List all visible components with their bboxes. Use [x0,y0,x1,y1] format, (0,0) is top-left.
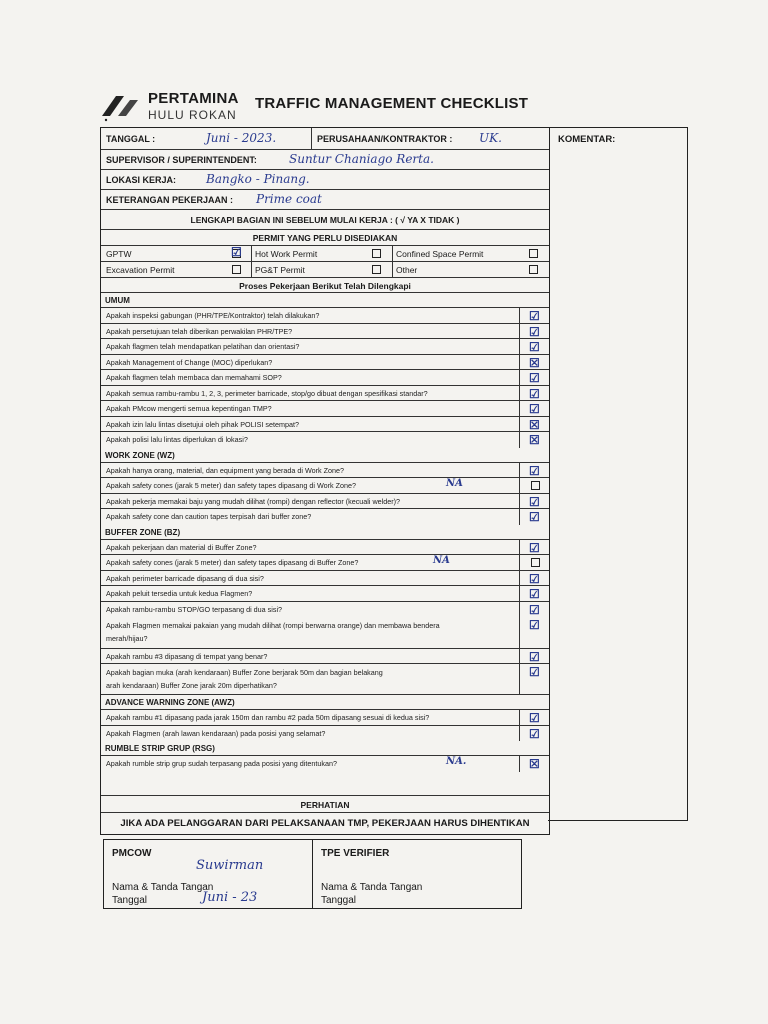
checklist-row [101,571,549,587]
section-awz-header [101,695,549,710]
empty-checkbox[interactable] [531,558,540,567]
question-text: Apakah semua rambu-rambu 1, 2, 3, perimeter barricade, stop/go dibuat dengan spesifikasi standar? [106,388,428,398]
pmcow-date: Juni - 23 [202,890,258,905]
question-text: Apakah rambu #1 dipasang pada jarak 150m dan rambu #2 pada 50m dipasang sesuai di kedua sisi? [106,713,430,722]
question-text: Apakah Management of Change (MOC) diperlukan? [106,357,273,367]
permit-confined-space-label: Confined Space Permit [396,249,484,259]
question-text: Apakah rambu-rambu STOP/GO terpasang di dua sisi? [106,604,283,614]
checklist-row [101,602,549,618]
section-rsg-header [101,741,549,756]
checklist-row [101,308,549,324]
checklist-row [101,617,549,649]
question-text: Apakah rumble strip grup sudah terpasang pada posisi yang ditentukan? [106,759,337,768]
permit-excavation-label: Excavation Permit [106,265,175,275]
checklist-row [101,649,549,664]
row-tanggal [101,128,549,150]
permit-pgt-checkbox[interactable] [372,265,381,274]
question-text: Apakah safety cones (jarak 5 meter) dan safety tapes dipasang di Work Zone? [106,481,356,490]
divider [519,571,520,586]
divider [519,339,520,354]
brand-name: PERTAMINA [148,90,239,107]
divider [519,355,520,370]
checklist-row [101,432,549,448]
checklist-row [101,586,549,602]
divider [519,555,520,570]
pmcow-signature: Suwirman [196,858,264,873]
na-note: NA. [446,756,467,767]
document-title: TRAFFIC MANAGEMENT CHECKLIST [255,95,529,112]
row-lokasi [101,170,549,190]
checklist-table [100,127,550,835]
permit-other-label: Other [396,265,418,275]
row-supervisor [101,150,549,170]
checklist-row [101,401,549,417]
permit-hot-work-label: Hot Work Permit [255,249,318,259]
keterangan-label: KETERANGAN PEKERJAAN : [106,195,234,205]
divider [519,540,520,555]
empty-checkbox[interactable] [531,481,540,490]
check-mark[interactable]: ☑ [529,587,540,601]
permit-gptw-label: GPTW [106,249,132,259]
divider [251,246,252,261]
divider [519,463,520,478]
check-mark[interactable]: ☑ [529,540,540,555]
section-wz-header [101,448,549,463]
divider [519,726,520,742]
checklist-row [101,726,549,742]
tanggal-label: TANGGAL : [106,134,156,144]
check-mark[interactable]: ☒ [529,417,540,432]
check-mark[interactable]: ☒ [529,355,540,370]
tpe-date-label: Tanggal [321,895,357,906]
section-umum-header [101,293,549,308]
permit-confined-space-checkbox[interactable] [529,249,538,258]
supervisor-label: SUPERVISOR / SUPERINTENDENT: [106,155,257,165]
divider [519,649,520,663]
divider [519,370,520,385]
section-title: RUMBLE STRIP GRUP (RSG) [105,744,215,753]
checklist-row [101,355,549,371]
proses-title: Proses Pekerjaan Berikut Telah Dilengkapi [239,281,411,291]
section-title: UMUM [105,296,130,305]
divider [311,128,312,149]
lokasi-label: LOKASI KERJA: [106,175,177,185]
checklist-row [101,540,549,556]
checklist-row [101,509,549,525]
section-title: ADVANCE WARNING ZONE (AWZ) [105,698,235,707]
question-text: Apakah hanya orang, material, dan equipment yang berada di Work Zone? [106,465,345,475]
check-mark[interactable]: ☑ [529,650,540,664]
question-text: Apakah rambu #3 dipasang di tempat yang benar? [106,652,268,661]
check-mark[interactable]: ☑ [529,510,540,524]
pertamina-logo-icon [100,92,144,122]
question-line-1: Apakah bagian muka (arah kendaraan) Buffer Zone berjarak 50m dan bagian belakang [106,668,383,677]
permit-other-checkbox[interactable] [529,265,538,274]
question-text: Apakah polisi lalu lintas diperlukan di lokasi? [106,435,248,444]
komentar-label: KOMENTAR: [558,134,616,145]
checklist-row [101,710,549,726]
tpe-signature-box[interactable] [313,839,522,909]
divider [392,246,393,261]
checklist-row [101,478,549,494]
checklist-row [101,370,549,386]
divider [519,586,520,601]
checklist-row [101,324,549,340]
permit-title: PERMIT YANG PERLU DISEDIAKAN [252,233,398,243]
row-instruction [101,210,549,230]
row-perhatian-text [101,813,549,834]
divider [519,432,520,448]
perusahaan-label: PERUSAHAAN/KONTRAKTOR : [317,134,453,144]
checklist-row [101,463,549,479]
row-keterangan [101,190,549,210]
checklist-row [101,494,549,510]
divider [519,308,520,323]
tanggal-value[interactable]: Juni - 2023. [206,131,277,145]
komentar-column[interactable] [548,127,688,821]
na-note: NA [433,555,450,566]
perhatian-text: JIKA ADA PELANGGARAN DARI PELAKSANAAN TMP, PEKERJAAN HARUS DIHENTIKAN [120,817,530,829]
check-mark[interactable]: ☑ [529,602,540,617]
divider [519,602,520,618]
perusahaan-value[interactable]: UK. [479,131,502,145]
question-text: Apakah inspeksi gabungan (PHR/TPE/Kontraktor) telah dilakukan? [106,311,320,320]
divider [519,494,520,509]
pmcow-title: PMCOW [112,848,152,859]
check-mark[interactable]: ☑ [529,711,540,725]
pmcow-signature-box[interactable] [103,839,313,909]
permit-pgt-label: PG&T Permit [255,265,305,275]
question-text [106,619,515,645]
check-mark[interactable]: ☒ [529,433,540,447]
check-mark[interactable]: ☑ [529,386,540,401]
question-text: Apakah perimeter barricade dipasang di dua sisi? [106,573,264,583]
instruction-text: LENGKAPI BAGIAN INI SEBELUM MULAI KERJA : ( √ YA X TIDAK ) [190,215,460,225]
row-permit-title [101,230,549,246]
check-mark[interactable]: ☒ [529,757,540,771]
divider [519,324,520,339]
question-text: Apakah flagmen telah membaca dan memahami SOP? [106,373,282,382]
divider [519,417,520,432]
permit-row-2 [101,262,549,278]
check-mark[interactable]: ☑ [529,571,540,586]
section-title: BUFFER ZONE (BZ) [105,527,181,537]
tpe-name-label: Nama & Tanda Tangan [321,882,423,893]
divider [519,756,520,772]
keterangan-value[interactable]: Prime coat [256,192,322,206]
check-mark[interactable]: ☑ [529,402,540,416]
check-mark[interactable]: ☑ [529,494,540,509]
divider [519,401,520,416]
row-proses-title [101,278,549,293]
question-text [106,666,515,692]
question-line-2: arah kendaraan) Buffer Zone jarak 20m diperhatikan? [106,681,277,690]
check-mark[interactable]: ☑ [529,618,540,632]
permit-excavation-checkbox[interactable] [232,265,241,274]
checklist-row [101,555,549,571]
lokasi-value[interactable]: Bangko - Pinang. [206,172,310,186]
section-bz-header [101,525,549,540]
divider [519,710,520,725]
check-mark[interactable]: ☑ [529,463,540,478]
checklist-row [101,386,549,402]
question-line-2: merah/hijau? [106,634,148,643]
question-line-1: Apakah Flagmen memakai pakaian yang mudah dilihat (rompi berwarna orange) dan membawa bendera [106,621,440,630]
checklist-row [101,664,549,695]
check-mark[interactable]: ☑ [529,665,540,679]
question-text: Apakah Flagmen (arah lawan kendaraan) pada posisi yang selamat? [106,728,326,738]
question-text: Apakah peluit tersedia untuk kedua Flagmen? [106,589,253,598]
checklist-row [101,756,549,772]
question-text: Apakah persetujuan telah diberikan perwakilan PHR/TPE? [106,326,293,336]
check-mark[interactable]: ☑ [529,324,540,339]
permit-row-1 [101,246,549,262]
pmcow-name-label: Nama & Tanda Tangan [112,882,214,893]
tpe-title: TPE VERIFIER [321,848,390,859]
divider [251,262,252,277]
permit-gptw-mark: ☑ [231,245,242,259]
row-perhatian-title [101,796,549,813]
question-text: Apakah pekerja memakai baju yang mudah dilihat (rompi) dengan reflector (kecuali welder)? [106,496,401,506]
section-title: WORK ZONE (WZ) [105,450,175,460]
check-mark[interactable]: ☑ [529,309,540,323]
question-text: Apakah safety cones (jarak 5 meter) dan safety tapes dipasang di Buffer Zone? [106,558,359,567]
divider [519,509,520,525]
question-text: Apakah safety cone dan caution tapes terpisah dari buffer zone? [106,512,312,521]
supervisor-value[interactable]: Suntur Chaniago Rerta. [289,152,434,166]
permit-hot-work-checkbox[interactable] [372,249,381,258]
perhatian-title: PERHATIAN [300,799,350,810]
row-spacer [101,772,549,796]
divider [519,664,520,694]
na-note: NA [446,478,463,489]
checklist-row [101,339,549,355]
question-text: Apakah PMcow mengerti semua kepentingan TMP? [106,404,272,413]
check-mark[interactable]: ☑ [529,340,540,354]
divider [392,262,393,277]
divider [519,478,520,493]
checklist-row [101,417,549,433]
divider [519,617,520,648]
question-text: Apakah pekerjaan dan material di Buffer Zone? [106,542,257,552]
divider [519,386,520,401]
question-text: Apakah flagmen telah mendapatkan pelatihan dan orientasi? [106,342,300,351]
pmcow-date-label: Tanggal [112,895,148,906]
check-mark[interactable]: ☑ [529,371,540,385]
brand-sub: HULU ROKAN [148,108,237,122]
check-mark[interactable]: ☑ [529,726,540,741]
question-text: Apakah izin lalu lintas disetujui oleh pihak POLISI setempat? [106,419,299,429]
